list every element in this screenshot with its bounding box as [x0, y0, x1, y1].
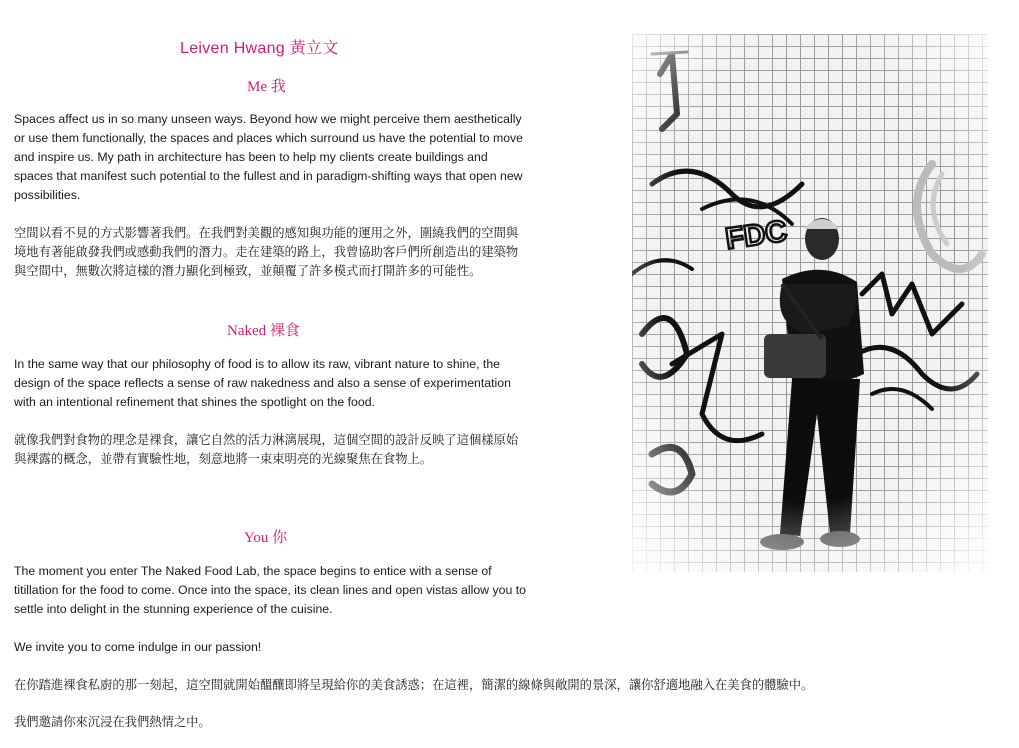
portrait-photo-illustration: [632, 34, 988, 572]
you-paragraph-en: The moment you enter The Naked Food Lab, the space begins to entice with a sense of titillation for the food to come. Once into the space, its clean lines and open vistas allow you to settle into delight in the stunning experience of the cuisine.: [14, 564, 526, 616]
you-invite-zh: 我們邀請你來沉浸在我們熱情之中。: [14, 715, 211, 729]
page-title: Leiven Hwang 黃立文: [180, 40, 339, 57]
you-invite-en: We invite you to come indulge in our passion!: [14, 640, 262, 654]
you-paragraph-zh: 在你踏進裸食私廚的那一刻起，這空間就開始醞釀即將呈現給你的美食誘惑；在這裡，簡潔的線條與敞開的景深，讓你舒適地融入在美食的體驗中。: [14, 678, 814, 692]
me-paragraph-zh: 空間以看不見的方式影響著我們。在我們對美觀的感知與功能的運用之外，圍繞我們的空間與境地有著能啟發我們或感動我們的潛力。走在建築的路上，我曾協助客戶們所創造出的建築物與空間中，無數次將這樣的潛力顯化到極致，並顛覆了許多模式而打開許多的可能性。: [14, 226, 519, 278]
me-paragraph-en: Spaces affect us in so many unseen ways. Beyond how we might perceive them aesthetically or use them functionally, the spaces and places which surround us have the potential to move and inspire us. My path in architecture has been to help my clients create buildings and spaces that manifest such potential to the fullest and in paradigm-shifting ways that open new possibilities.: [14, 112, 524, 202]
section-heading-naked: Naked 裸食: [227, 323, 300, 339]
naked-paragraph-en: In the same way that our philosophy of food is to allow its raw, vibrant nature to shine, the design of the space reflects a sense of raw nakedness and also a sense of experimentation with an intentional refinement that shines the spotlight on the food.: [14, 357, 511, 409]
portrait-photo: [632, 34, 988, 572]
naked-paragraph-zh: 就像我們對食物的理念是裸食，讓它自然的活力淋漓展現，這個空間的設計反映了這個樣原始與裸露的概念，並帶有實驗性地，刻意地將一束束明亮的光線聚焦在食物上。: [14, 433, 519, 466]
section-heading-me: Me 我: [247, 79, 286, 95]
section-heading-you: You 你: [244, 530, 288, 546]
